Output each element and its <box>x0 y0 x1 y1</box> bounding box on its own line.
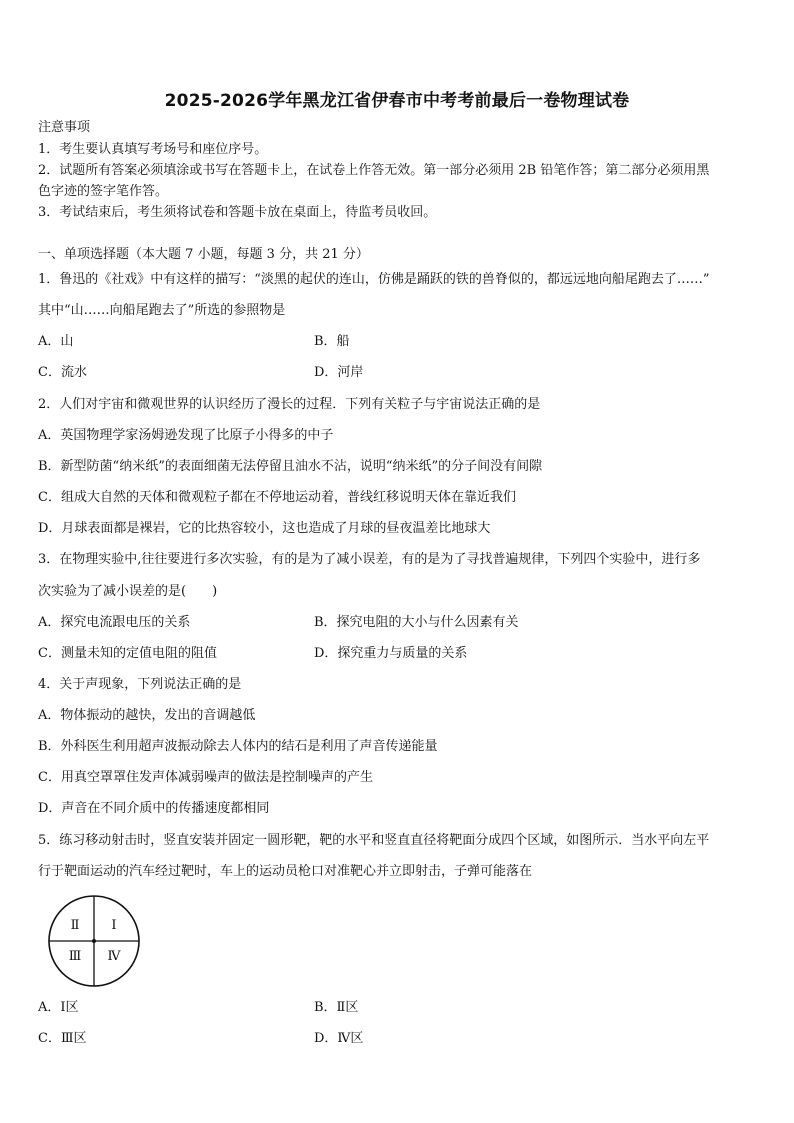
q4-option-c: C．用真空罩罩住发声体减弱噪声的做法是控制噪声的产生 <box>38 770 373 785</box>
q4-option-a: A．物体振动的越快，发出的音调越低 <box>38 708 256 723</box>
q2-stem: 2．人们对宇宙和微观世界的认识经历了漫长的过程．下列有关粒子与宇宙说法正确的是 <box>38 397 541 412</box>
q3-stem-line1: 3．在物理实验中,往往要进行多次实验，有的是为了减小误差，有的是为了寻找普遍规律，下列四个实验中，进行多 <box>38 552 701 567</box>
q4-option-b: B．外科医生利用超声波振动除去人体内的结石是利用了声音传递能量 <box>38 739 438 754</box>
q2-option-a: A．英国物理学家汤姆逊发现了比原子小得多的中子 <box>38 428 334 443</box>
exam-title: 2025-2026学年黑龙江省伊春市中考考前最后一卷物理试卷 <box>164 91 630 111</box>
q1-option-c: C．流水 <box>38 365 87 380</box>
region-label-4: Ⅳ <box>107 949 121 964</box>
q1-option-b: B．船 <box>314 334 350 349</box>
q3-option-b: B．探究电阻的大小与什么因素有关 <box>314 615 519 630</box>
q4-stem: 4．关于声现象，下列说法正确的是 <box>38 677 242 692</box>
q1-option-d: D．河岸 <box>314 365 364 380</box>
q3-option-a: A．探究电流跟电压的关系 <box>38 615 191 630</box>
q2-option-d: D．月球表面都是裸岩，它的比热容较小，这也造成了月球的昼夜温差比地球大 <box>38 521 491 536</box>
notice-item-2-cont: 色字迹的签字笔作答。 <box>38 184 169 199</box>
q1-option-a: A．山 <box>38 334 74 349</box>
region-label-1: Ⅰ <box>111 918 117 933</box>
notice-item-1: 1．考生要认真填写考场号和座位序号。 <box>38 142 268 157</box>
q2-option-c: C．组成大自然的天体和微观粒子都在不停地运动着，普线红移说明天体在靠近我们 <box>38 490 516 505</box>
q5-option-d: D．Ⅳ区 <box>314 1031 364 1046</box>
q5-stem-line1: 5．练习移动射击时，竖直安装并固定一圆形靶，靶的水平和竖直直径将靶面分成四个区域，如图所示．当水平向左平 <box>38 833 710 848</box>
q3-option-c: C．测量未知的定值电阻的阻值 <box>38 646 217 661</box>
notice-item-3: 3．考试结束后，考生须将试卷和答题卡放在桌面上，待监考员收回。 <box>38 205 437 220</box>
target-center <box>92 939 96 943</box>
q5-option-b: B．Ⅱ区 <box>314 1000 359 1015</box>
region-label-2: Ⅱ <box>70 918 80 933</box>
q5-stem-line2: 行于靶面运动的汽车经过靶时，车上的运动员枪口对准靶心并立即射击，子弹可能落在 <box>38 864 533 879</box>
q3-option-d: D．探究重力与质量的关系 <box>314 646 468 661</box>
target-diagram <box>46 893 142 989</box>
q1-stem-line2: 其中“山……向船尾跑去了”所选的参照物是 <box>38 303 286 318</box>
q5-option-c: C．Ⅲ区 <box>38 1031 87 1046</box>
q2-option-b: B．新型防菌“纳米纸”的表面细菌无法停留且油水不沾，说明“纳米纸”的分子间没有间隙 <box>38 459 543 474</box>
q3-stem-line2: 次实验为了减小误差的是( ) <box>38 584 218 599</box>
notice-item-2: 2．试题所有答案必须填涂或书写在答题卡上，在试卷上作答无效。第一部分必须用 2B 铅笔作答；第二部分必须用黑 <box>38 163 710 178</box>
q4-option-d: D．声音在不同介质中的传播速度都相同 <box>38 801 270 816</box>
q5-option-a: A．Ⅰ区 <box>38 1000 79 1015</box>
notice-heading: 注意事项 <box>38 120 91 135</box>
q1-stem-line1: 1．鲁迅的《社戏》中有这样的描写：“淡黑的起伏的连山，仿佛是踊跃的铁的兽脊似的，都远远地向船尾跑去了……” <box>38 272 710 287</box>
section-heading: 一、单项选择题（本大题 7 小题，每题 3 分，共 21 分） <box>38 247 369 262</box>
region-label-3: Ⅲ <box>68 949 82 964</box>
